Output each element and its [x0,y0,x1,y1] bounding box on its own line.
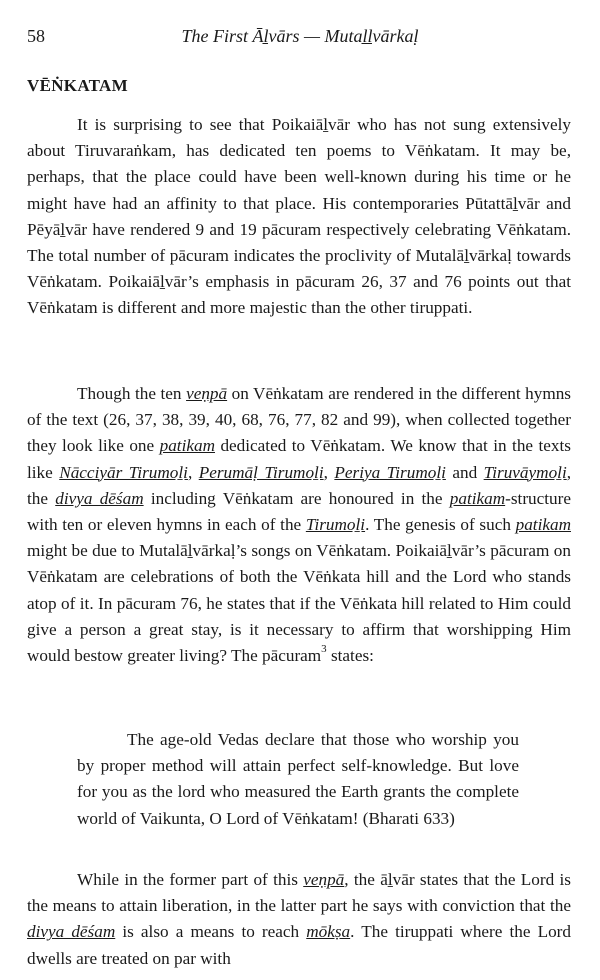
term-venpa: veṇpā [303,870,345,889]
block-quote [77,727,519,832]
quote-text: The age-old Vedas declare that those who worship you by proper method will attain perfect self-knowledge. But love for you as the lord who measured the Earth grants the complete world of Vaikunta, O Lord of Vēṅkatam! (Bharati 633) [77,730,519,828]
paragraph-3-text: While in the former part of this [77,870,304,889]
paragraph-2-text: , [323,462,335,482]
running-head: The First Āḻvārs — Mutaḻḻvārkaḷ [181,26,419,46]
term-moksa: mōkṣa [306,922,351,942]
body-paragraph-3 [27,867,571,972]
footnote-marker: 3 [321,643,327,656]
term-tirumozhi: Tirumoḻi [305,515,366,535]
paragraph-3-text: , the āḻvār states that the Lord is the means to attain liberation, in the latter part he says with conviction that the [27,870,571,916]
paragraph-2-text: states: [326,646,374,666]
paragraph-2-text: , the [27,462,572,508]
term-patikam: patikam [449,488,506,508]
term-tiruvaaymozhi: Tiruvāymoḻi [483,462,567,482]
paragraph-1-text: It is surprising to see that Poikaiāḻvār who has not sung extensively about Tiruvaraṅkam, has dedicated ten poems to Vēṅkatam. It may be, perhaps, that the place could have been well-known during his time or he might have had an affinity to that place. His contemporaries Pūtattāḻvār and Pēyāḻvār have rendered 9 and 19 pācuram respectively celebrating Vēṅkatam. The total number of pācuram indicates the proclivity of Mutalāḻvārkaḷ towards Vēṅkatam. Poikaiāḻvār’s emphasis in pācuram 26, 37 and 76 points out that Vēṅkatam is different and more majestic than the other tiruppati. [27,115,571,318]
paragraph-3-text: is also a means to reach [115,922,307,942]
paragraph-2-text: -structure with ten or eleven hymns in each of the [27,488,571,535]
term-venpa: veṇpā [186,384,228,403]
section-title: VĒṄKATAM [27,76,128,95]
paragraph-2-text: and [445,462,484,482]
paragraph-2-text: might be due to Mutalāḻvārkaḷ’s songs on Vēṅkatam. Poikaiāḻvār’s pācuram on Vēṅkatam are celebrations of both the Vēṅkata hill and the Lord who stands atop of it. In pācuram 76, he states that if the Vēṅkata hill related to Him could give a person a great stay, is it necessary to affirm that worshipping Him would bestow greater living? The pācuram [27,541,571,666]
term-patikam: patikam [159,436,215,456]
term-periya-tirumozhi: Periya Tirumoḻi [334,462,446,482]
paragraph-2-text: including Vēṅkatam are honoured in the [143,488,450,508]
term-naacciyaar-tirumozhi: Nācciyār Tirumoḻi [59,462,188,482]
body-paragraph-2 [27,381,571,669]
paragraph-2-text: dedicated to Vēṅkatam. We know that in the texts like [27,436,571,482]
page-header [27,26,573,50]
term-divya-desam: divya dēśam [55,488,144,508]
term-perumal-tirumozhi: Perumāḷ Tirumoḻi [198,462,324,482]
term-patikam: patikam [515,515,571,535]
paragraph-2-text: Though the ten [77,384,187,403]
paragraph-2-text: . The genesis of such [365,515,516,535]
paragraph-2-text: , [187,462,199,482]
paragraph-2-text: on Vēṅkatam are rendered in the different hymns of the text (26, 37, 38, 39, 40, 68, 76, 77, 82 and 99), when collected together they look like one [27,384,571,456]
body-paragraph-1 [27,112,571,322]
paragraph-3-text: . The tiruppati where the Lord dwells are treated on par with [27,922,572,968]
page-number: 58 [27,26,45,46]
term-divya-desam: divya dēśam [27,922,116,942]
